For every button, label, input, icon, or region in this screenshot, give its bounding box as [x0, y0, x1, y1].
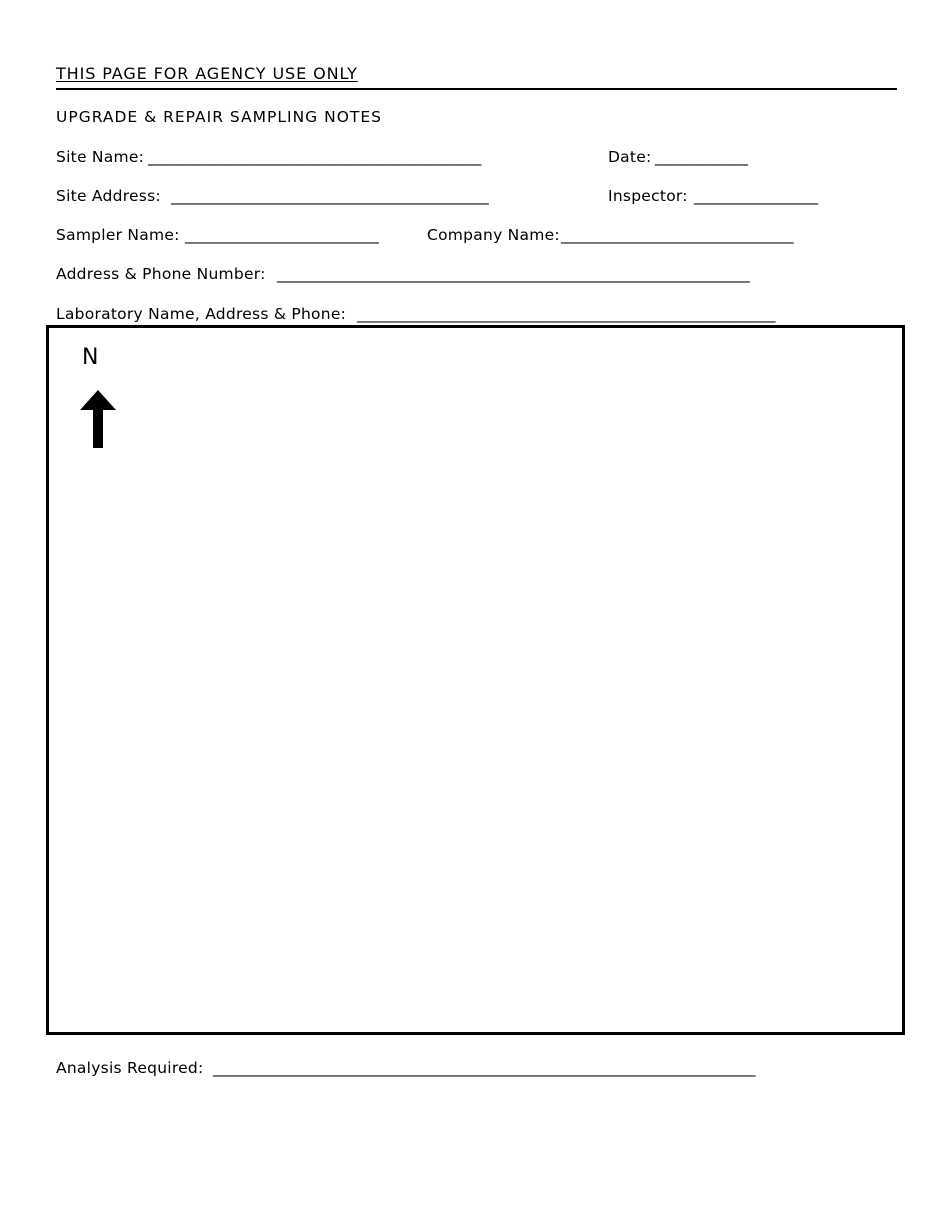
laboratory-label: Laboratory Name, Address & Phone:: [56, 305, 347, 323]
site-name-field[interactable]: ___________________________________________: [148, 148, 482, 166]
site-address-field[interactable]: _________________________________________: [171, 187, 489, 205]
analysis-required-field[interactable]: ______________________________________________________________________: [213, 1059, 756, 1077]
form-title: UPGRADE & REPAIR SAMPLING NOTES: [56, 108, 382, 126]
north-label: N: [82, 345, 99, 370]
date-label: Date:: [608, 148, 652, 166]
date-field[interactable]: ____________: [655, 148, 748, 166]
agency-notice: THIS PAGE FOR AGENCY USE ONLY: [56, 64, 358, 83]
inspector-label: Inspector:: [608, 187, 688, 205]
site-name-label: Site Name:: [56, 148, 145, 166]
company-name-field[interactable]: ______________________________: [561, 226, 794, 244]
analysis-required-label: Analysis Required:: [56, 1059, 204, 1077]
sampler-name-label: Sampler Name:: [56, 226, 180, 244]
laboratory-field[interactable]: ______________________________________________________: [357, 305, 776, 323]
address-phone-field[interactable]: _____________________________________________________________: [277, 265, 750, 283]
agency-header: [56, 62, 897, 90]
site-sketch-area[interactable]: [46, 325, 905, 1035]
company-name-label: Company Name:: [427, 226, 560, 244]
address-phone-label: Address & Phone Number:: [56, 265, 266, 283]
site-address-label: Site Address:: [56, 187, 161, 205]
inspector-field[interactable]: ________________: [694, 187, 818, 205]
sampler-name-field[interactable]: _________________________: [185, 226, 379, 244]
north-arrow-icon: [79, 388, 119, 450]
